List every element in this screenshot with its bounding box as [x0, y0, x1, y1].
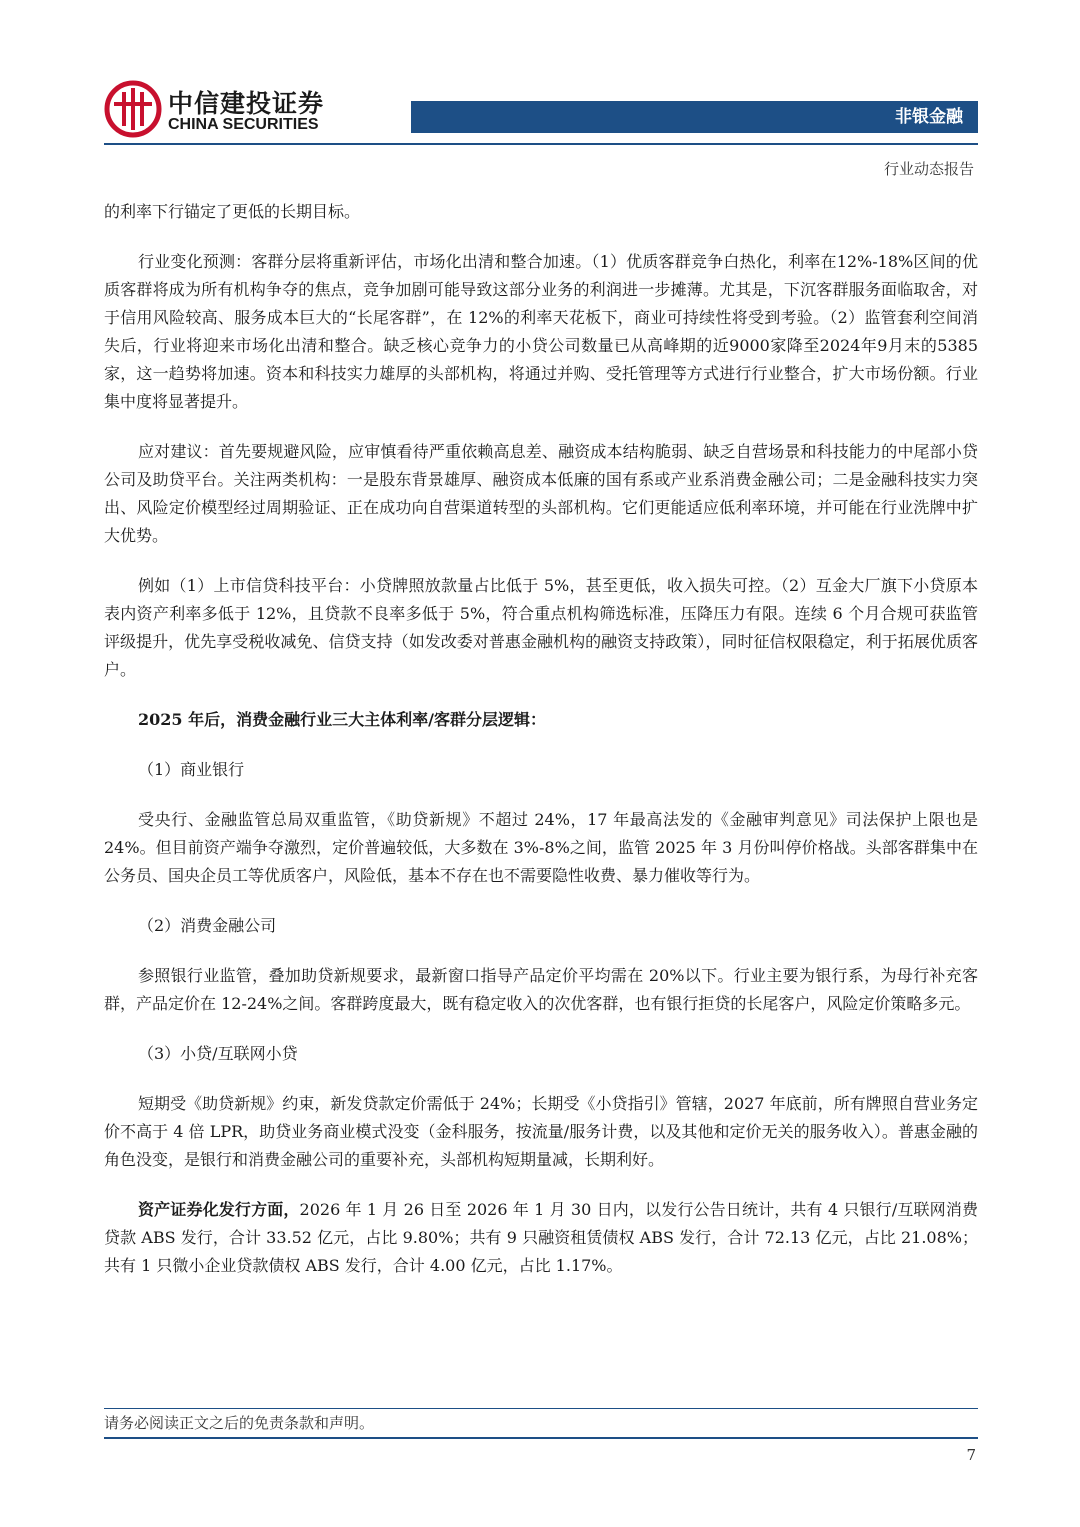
logo-english-name: CHINA SECURITIES — [168, 116, 319, 133]
paragraph-commercial-banks: 受央行、金融监管总局双重监管，《助贷新规》不超过 24%，17 年最高法发的《金融审判意见》司法保护上限也是 24%。但目前资产端争夺激烈，定价普遍较低，大多数在 3%-8%之间，监管 2025 年 3 月份叫停价格战。头部客群集中在公务员、国央企员工等优质客户，风险低，基本不存在也不需要隐性收费、暴力催收等行为。 — [104, 810, 978, 885]
paragraph-examples: 例如（1）上市信贷科技平台：小贷牌照放款量占比低于 5%，甚至更低，收入损失可控。（2）互金大厂旗下小贷原本表内资产利率多低于 12%，且贷款不良率多低于 5%，符合重点机构筛选标准，压降压力有限。连续 6 个月合规可获监管评级提升，优先享受税收减免、信贷支持（如发改委对普惠金融机构的融资支持政策），同时征信权限稳定，利于拓展优质客户。 — [104, 576, 978, 679]
disclaimer: 请务必阅读正文之后的免责条款和声明。 — [104, 1414, 375, 1432]
category-banner: 非银金融 — [411, 101, 978, 133]
company-logo — [104, 80, 344, 144]
paragraph-microloans: 短期受《助贷新规》约束，新发贷款定价需低于 24%；长期受《小贷指引》管辖，2027 年底前，所有牌照自营业务定价不高于 4 倍 LPR，助贷业务商业模式没变（金科服务，按流量/服务计费，以及其他和定价无关的服务收入）。普惠金融的角色没变，是银行和消费金融公司的重要补充，头部机构短期量减，长期利好。 — [104, 1094, 978, 1169]
logo-chinese-name: 中信建投证券 — [168, 89, 325, 118]
footer-rule-bottom — [104, 1437, 978, 1439]
abs-detail: 2026 年 1 月 26 日至 2026 年 1 月 30 日内，以发行公告日统计，共有 4 只银行/互联网消费贷款 ABS 发行，合计 33.52 亿元，占比 9.80%；共有 9 只融资租赁债权 ABS 发行，合计 72.13 亿元，占比 21.08%；共有 1 只微小企业贷款债权 ABS 发行，合计 4.00 亿元，占比 1.17%。 — [104, 1200, 978, 1275]
report-type: 行业动态报告 — [883, 160, 974, 178]
paragraph-continued: 的利率下行锚定了更低的长期目标。 — [104, 202, 361, 221]
paragraph-industry-forecast: 行业变化预测：客群分层将重新评估，市场化出清和整合加速。（1）优质客群竞争白热化，利率在12%-18%区间的优质客群将成为所有机构争夺的焦点，竞争加剧可能导致这部分业务的利润进一步摊薄。尤其是，下沉客群服务面临取舍，对于信用风险较高、服务成本巨大的“长尾客群”，在 12%的利率天花板下，商业可持续性将受到考验。（2）监管套利空间消失后，行业将迎来市场化出清和整合。缺乏核心竞争力的小贷公司数量已从高峰期的近9000家降至2024年9月末的5385家，这一趋势将加速。资本和科技实力雄厚的头部机构，将通过并购、受托管理等方式进行行业整合，扩大市场份额。行业集中度将显著提升。 — [104, 252, 978, 411]
header-rule — [104, 143, 978, 145]
subheading-consumer-finance: （2）消费金融公司 — [138, 916, 277, 935]
citic-emblem-icon — [104, 80, 162, 138]
paragraph-abs-issuance — [104, 1196, 978, 1280]
paragraph-suggestions: 应对建议：首先要规避风险，应审慎看待严重依赖高息差、融资成本结构脆弱、缺乏自营场景和科技能力的中尾部小贷公司及助贷平台。关注两类机构：一是股东背景雄厚、融资成本低廉的国有系或产业系消费金融公司；二是金融科技实力突出、风险定价模型经过周期验证、正在成功向自营渠道转型的头部机构。它们更能适应低利率环境，并可能在行业洗牌中扩大优势。 — [104, 442, 978, 545]
page-number: 7 — [966, 1446, 976, 1464]
paragraph-consumer-finance: 参照银行业监管，叠加助贷新规要求，最新窗口指导产品定价平均需在 20%以下。行业主要为银行系，为母行补充客群，产品定价在 12-24%之间。客群跨度最大，既有稳定收入的次优客群，也有银行拒贷的长尾客户，风险定价策略多元。 — [104, 966, 978, 1013]
section-heading: 2025 年后，消费金融行业三大主体利率/客群分层逻辑： — [138, 710, 546, 729]
subheading-microloans: （3）小贷/互联网小贷 — [138, 1044, 298, 1063]
subheading-commercial-banks: （1）商业银行 — [138, 760, 245, 779]
report-body — [104, 198, 978, 1280]
footer-rule — [104, 1408, 978, 1409]
abs-lead: 资产证券化发行方面， — [138, 1200, 300, 1219]
